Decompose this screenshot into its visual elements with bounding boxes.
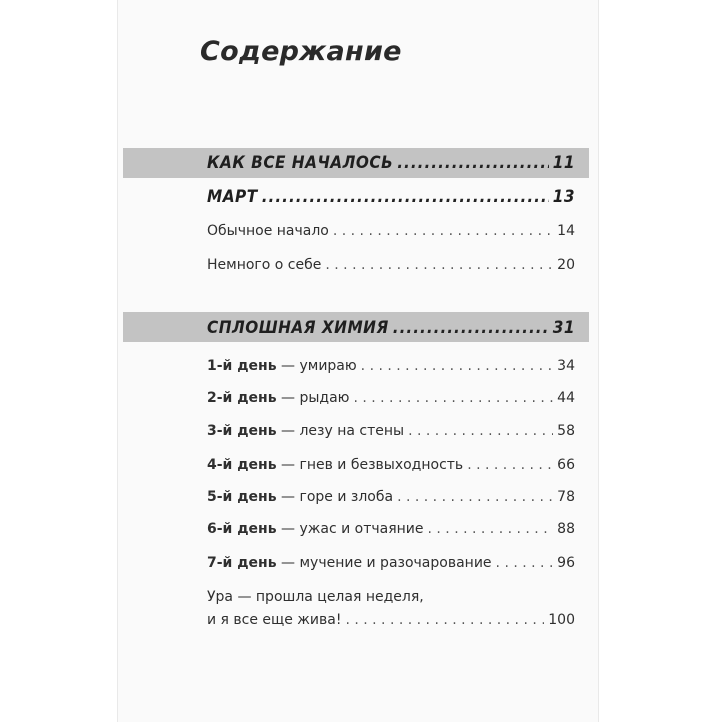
toc-page-number: 13 <box>552 187 575 207</box>
day-description: — мучение и разочарование <box>281 555 492 571</box>
toc-final-row[interactable] <box>207 612 575 628</box>
day-description: — умираю <box>281 358 357 374</box>
toc-page-number: 14 <box>557 223 575 239</box>
dot-leader <box>467 457 553 473</box>
toc-entry-label: Обычное начало <box>207 223 329 239</box>
dot-leader <box>353 390 553 406</box>
toc-section-label: СПЛОШНАЯ ХИМИЯ <box>207 318 389 338</box>
toc-section-label: МАРТ <box>207 187 258 207</box>
day-label: 3-й день <box>207 423 277 439</box>
day-description: — рыдаю <box>281 390 350 406</box>
day-label: 1-й день <box>207 358 277 374</box>
dot-leader <box>361 358 554 374</box>
toc-entry-row[interactable] <box>207 257 575 273</box>
dot-leader <box>333 223 553 239</box>
toc-page-number: 34 <box>557 358 575 374</box>
toc-page-number: 78 <box>557 489 575 505</box>
toc-section-row[interactable] <box>207 153 575 173</box>
dot-leader <box>496 555 554 571</box>
toc-page-number: 66 <box>557 457 575 473</box>
toc-page-number: 44 <box>557 390 575 406</box>
day-label: 4-й день <box>207 457 277 473</box>
toc-day-row[interactable] <box>207 489 575 505</box>
toc-day-row[interactable] <box>207 390 575 406</box>
toc-page-number: 20 <box>557 257 575 273</box>
toc-page-number: 58 <box>557 423 575 439</box>
toc-entry-label: Немного о себе <box>207 257 322 273</box>
dot-leader <box>345 612 544 628</box>
toc-day-row[interactable] <box>207 555 575 571</box>
toc-page-number: 88 <box>557 521 575 537</box>
toc-day-row[interactable] <box>207 521 575 537</box>
day-label: 7-й день <box>207 555 277 571</box>
page-title: Содержание <box>200 36 402 67</box>
toc-section-row[interactable] <box>207 187 575 207</box>
day-label: 2-й день <box>207 390 277 406</box>
dot-leader <box>262 187 549 207</box>
toc-entry-row[interactable] <box>207 223 575 239</box>
toc-page-number: 31 <box>552 318 575 338</box>
toc-day-row[interactable] <box>207 423 575 439</box>
day-description: — горе и злоба <box>281 489 394 505</box>
day-label: 5-й день <box>207 489 277 505</box>
toc-day-row[interactable] <box>207 358 575 374</box>
dot-leader <box>325 257 553 273</box>
toc-final-line2: и я все еще жива! <box>207 612 342 628</box>
toc-final-line1: Ура — прошла целая неделя, <box>207 589 424 605</box>
dot-leader <box>397 153 548 173</box>
toc-page-number: 11 <box>552 153 575 173</box>
dot-leader <box>397 489 553 505</box>
dot-leader <box>408 423 553 439</box>
day-description: — лезу на стены <box>281 423 405 439</box>
toc-section-row[interactable] <box>207 318 575 338</box>
toc-page-number: 100 <box>548 612 575 628</box>
toc-section-label: КАК ВСЕ НАЧАЛОСЬ <box>207 153 394 173</box>
dot-leader <box>428 521 554 537</box>
day-description: — ужас и отчаяние <box>281 521 424 537</box>
toc-day-row[interactable] <box>207 457 575 473</box>
dot-leader <box>393 318 549 338</box>
day-label: 6-й день <box>207 521 277 537</box>
toc-page-number: 96 <box>557 555 575 571</box>
day-description: — гнев и безвыходность <box>281 457 464 473</box>
